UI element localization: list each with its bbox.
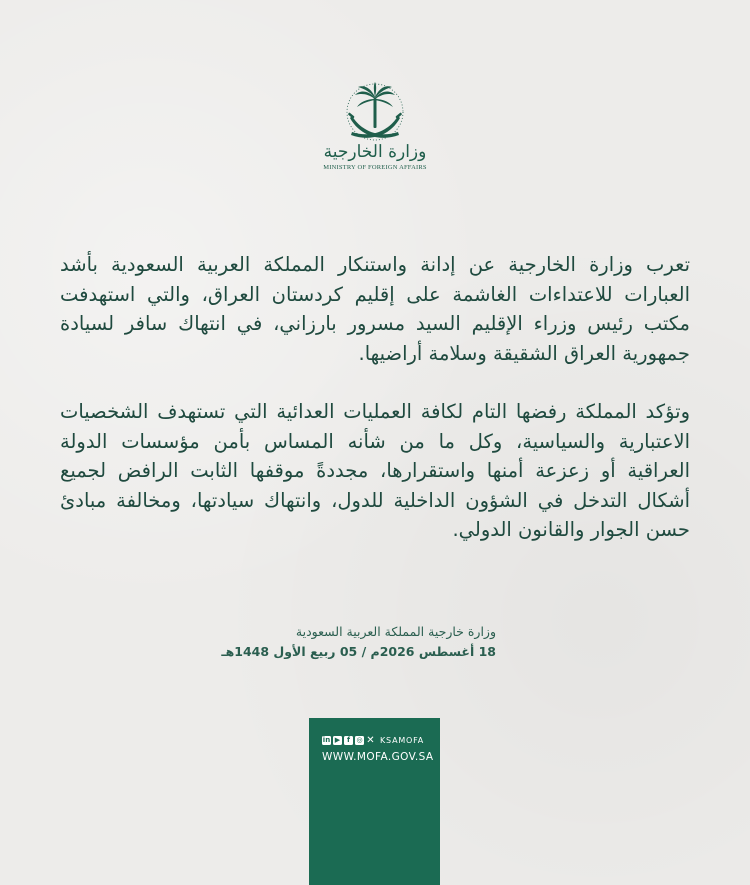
social-links — [322, 736, 424, 745]
statement-paragraph-1: تعرب وزارة الخارجية عن إدانة واستنكار المملكة العربية السعودية بأشد العبارات للاعتداءات الغاشمة على إقليم كردستان العراق، والتي استهدفت مكتب رئيس وزراء الإقليم السيد مسرور بارزاني، في انتهاك سافر لسيادة جمهورية العراق الشقيقة وسلامة أراضيها. — [60, 253, 690, 365]
instagram-icon[interactable]: ◎ — [356, 736, 363, 744]
x-icon[interactable]: ✕ — [366, 735, 375, 746]
website-link[interactable]: WWW.MOFA.GOV.SA — [322, 751, 434, 763]
signature-block — [196, 622, 496, 662]
ministry-logo — [320, 82, 430, 188]
facebook-icon[interactable]: f — [344, 736, 353, 745]
statement-body — [60, 250, 690, 545]
youtube-icon[interactable]: ▶ — [334, 736, 341, 744]
ministry-english-name: MINISTRY OF FOREIGN AFFAIRS — [323, 164, 427, 171]
issuer-line: وزارة خارجية المملكة العربية السعودية — [295, 624, 496, 639]
social-handle: KSAMOFA — [380, 736, 425, 745]
ministry-arabic-name: وزارة الخارجية — [323, 142, 427, 162]
footer-card — [309, 718, 440, 885]
statement-paragraph-2: وتؤكد المملكة رفضها التام لكافة العمليات العدائية التي تستهدف الشخصيات الاعتبارية والسياسية، وكل ما من شأنه المساس بأمن مؤسسات الدولة العراقية أو زعزعة أمنها واستقرارها، مجددةً موقفها الثابت الرافض لجميع أشكال التدخل في الشؤون الداخلية للدول، وانتهاك سيادتها، ومخالفة مبادئ حسن الجوار والقانون الدولي. — [60, 400, 690, 541]
date-line: 18 أغسطس 2026م / 05 ربيع الأول 1448هـ — [221, 644, 496, 659]
linkedin-icon[interactable]: in — [322, 736, 331, 744]
palm-and-crossed-swords-emblem-icon — [340, 82, 410, 142]
